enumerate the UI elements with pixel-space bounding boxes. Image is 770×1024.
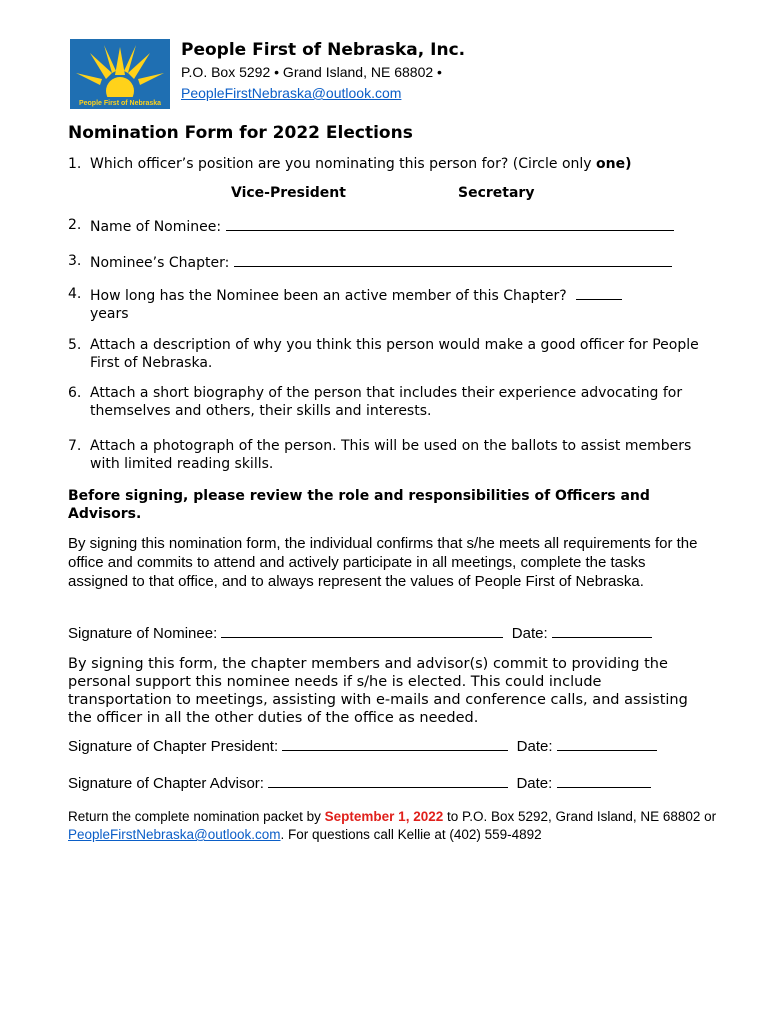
return-address: to P.O. Box 5292, Grand Island, NE 68802 or: [443, 809, 717, 824]
advisor-date-field[interactable]: [557, 775, 651, 788]
organization-name: People First of Nebraska, Inc.: [181, 40, 466, 60]
question-number: 6.: [68, 385, 82, 401]
question-number: 3.: [68, 253, 82, 269]
question-text: Attach a photograph of the person. This will be used on the ballots to assist members with limited reading skills.: [90, 438, 692, 472]
contact-info: . For questions call Kellie at (402) 559-4892: [280, 827, 542, 842]
advisor-signature-row: [68, 775, 651, 792]
nominee-name-label: Name of Nominee:: [90, 219, 226, 235]
question-number: 4.: [68, 286, 82, 302]
nominee-signature-label: Signature of Nominee:: [68, 625, 222, 642]
question-text: Which officer’s position are you nominating this person for? (Circle only: [90, 156, 597, 172]
question-number: 2.: [68, 217, 82, 233]
date-label: Date:: [511, 625, 552, 642]
president-date-field[interactable]: [557, 738, 657, 751]
logo-caption: People First of Nebraska: [78, 100, 162, 107]
date-label: Date:: [516, 775, 557, 792]
question-text: Attach a description of why you think this person would make a good officer for People First of Nebraska.: [90, 337, 699, 371]
membership-years-field[interactable]: [576, 285, 622, 300]
sunburst-logo-icon: [70, 39, 170, 109]
return-instructions: [68, 808, 718, 844]
nominee-chapter-label: Nominee’s Chapter:: [90, 255, 234, 271]
organization-address: P.O. Box 5292 • Grand Island, NE 68802 •: [181, 64, 442, 80]
question-number: 1.: [68, 156, 82, 172]
question-text: Attach a short biography of the person that includes their experience advocating for themselves and others, their skills and interests.: [90, 385, 683, 419]
question-number: 5.: [68, 337, 82, 353]
question-number: 7.: [68, 438, 82, 454]
choice-vice-president[interactable]: Vice-President: [231, 185, 346, 201]
choice-secretary[interactable]: Secretary: [458, 185, 535, 201]
president-signature-row: [68, 738, 657, 755]
advisor-signature-label: Signature of Chapter Advisor:: [68, 775, 269, 792]
president-signature-label: Signature of Chapter President:: [68, 738, 283, 755]
nominee-signature-field[interactable]: [221, 625, 503, 638]
organization-email-link[interactable]: PeopleFirstNebraska@outlook.com: [181, 85, 402, 101]
membership-duration-label: How long has the Nominee been an active member of this Chapter?: [90, 288, 567, 304]
advisor-signature-field[interactable]: [268, 775, 508, 788]
question-emphasis: one): [596, 156, 632, 172]
nominee-signature-row: [68, 625, 652, 642]
review-heading: Before signing, please review the role and responsibilities of Officers and Advisors.: [68, 488, 650, 522]
president-signature-field[interactable]: [282, 738, 508, 751]
organization-logo: [70, 39, 170, 109]
nominee-chapter-field[interactable]: [234, 252, 672, 267]
date-label: Date:: [516, 738, 557, 755]
nominee-commitment-paragraph: By signing this nomination form, the individual confirms that s/he meets all requirements for the office and commits to attend and actively participate in all meetings, complete the tasks assigned to that office, and to always represent the values of People First of Nebraska.: [68, 535, 698, 590]
deadline-date: September 1, 2022: [324, 809, 444, 824]
years-unit-label: years: [90, 306, 129, 322]
nominee-name-field[interactable]: [226, 216, 674, 231]
return-prefix: Return the complete nomination packet by: [68, 809, 325, 824]
chapter-commitment-paragraph: By signing this form, the chapter members and advisor(s) commit to providing the personal support this nominee needs if s/he is elected. This could include transportation to meetings, assisting with e-mails and conference calls, and assisting the officer in all the other duties of the office as needed.: [68, 656, 688, 726]
nominee-date-field[interactable]: [552, 625, 652, 638]
form-title: Nomination Form for 2022 Elections: [68, 123, 413, 143]
return-email-link[interactable]: PeopleFirstNebraska@outlook.com: [68, 827, 281, 842]
